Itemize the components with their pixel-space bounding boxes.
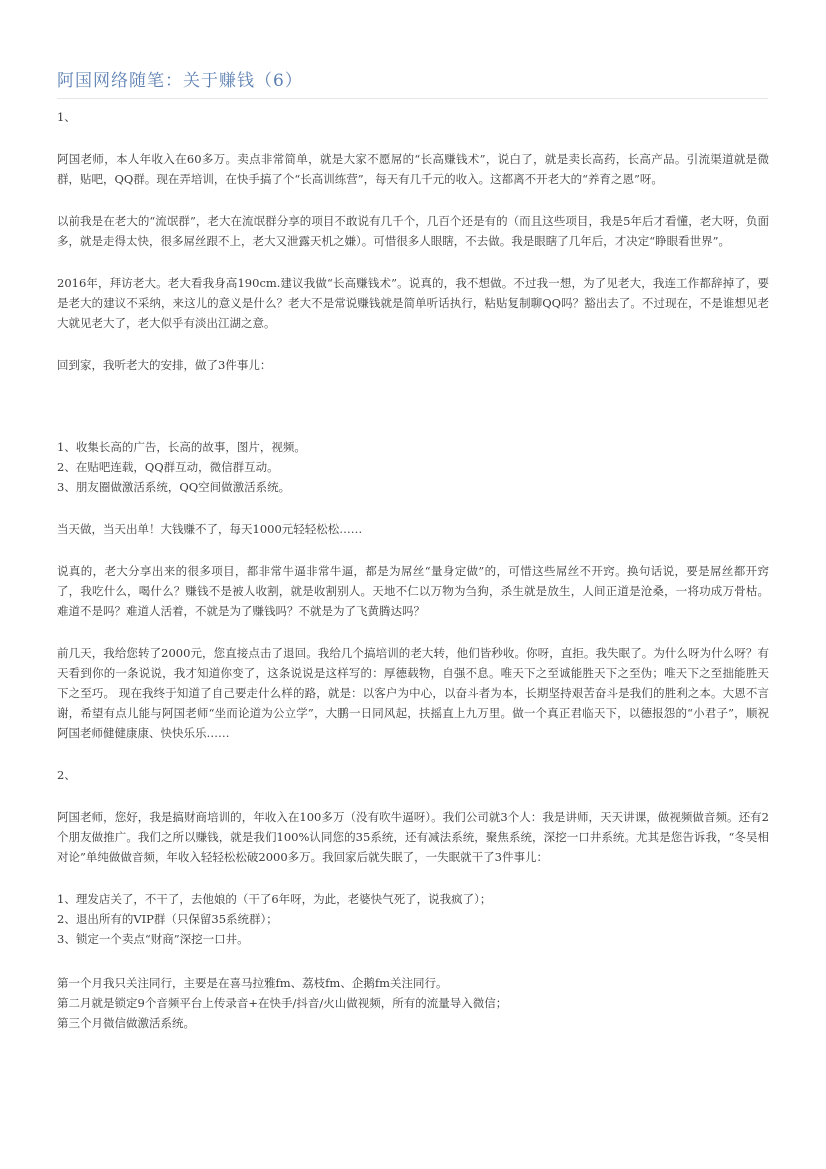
list-item: 3、朋友圈做激活系统，QQ空间做激活系统。 [57,480,291,494]
list-item: 2、退出所有的VIP群（只保留35系统群）； [57,912,278,926]
paragraph: 2016年，拜访老大。老大看我身高190cm.建议我做“长高赚钱术”。说真的，我不想做。不过我一想，为了见老大，我连工作都辞掉了，要是老大的建议不采纳，来这儿的意义是什么？老大不是常说赚钱就是简单听话执行，粘贴复制聊QQ吗？豁出去了。不过现在，不是谁想见老大就见老大了，老大似乎有淡出江湖之意。 [57,276,769,330]
list-item: 第三个月微信做激活系统。 [57,1016,195,1030]
paragraph: 阿国老师，您好，我是搞财商培训的，年收入在100多万（没有吹牛逼呀）。我们公司就3个人：我是讲师，天天讲课，做视频做音频。还有2个朋友做推广。我们之所以赚钱，就是我们100%认同您的35系统，还有减法系统，聚焦系统，深挖一口井系统。尤其是您告诉我，“冬吴相对论”单纯做做音频，年收入轻轻松松破2000多万。我回家后就失眠了，一失眠就干了3件事儿： [57,810,769,864]
paragraph: 当天做，当天出单！大钱赚不了，每天1000元轻轻松松…… [57,522,363,536]
paragraph: 说真的，老大分享出来的很多项目，都非常牛逼非常牛逼，都是为屌丝“量身定做”的，可惜这些屌丝不开窍。换句话说，要是屌丝都开窍了，我吃什么，喝什么？赚钱不是被人收割，就是收割别人。天地不仁以万物为刍狗，杀生就是放生，人间正道是沧桑，一将功成万骨枯。难道不是吗？难道人活着，不就是为了赚钱吗？不就是为了飞黄腾达吗？ [57,564,769,618]
section-number: 2、 [57,768,76,782]
list-item: 1、理发店关了，不干了，去他娘的（干了6年呀，为此，老婆快气死了，说我疯了）； [57,892,492,906]
list-item: 第一个月我只关注同行，主要是在喜马拉雅fm、荔枝fm、企鹅fm关注同行。 [57,976,448,990]
paragraph: 阿国老师，本人年收入在60多万。卖点非常简单，就是大家不愿屌的“长高赚钱术”，说白了，就是卖长高药，长高产品。引流渠道就是微群，贴吧，QQ群。现在弄培训，在快手搞了个“长高训练营”，每天有几千元的收入。这都离不开老大的“养育之恩”呀。 [57,152,769,186]
list-item: 2、在贴吧连载，QQ群互动，微信群互动。 [57,460,279,474]
list-item: 3、锁定一个卖点“财商”深挖一口井。 [57,932,249,946]
paragraph: 回到家，我听老大的安排，做了3件事儿： [57,358,272,372]
paragraph: 以前我是在老大的“流氓群”，老大在流氓群分享的项目不敢说有几千个，几百个还是有的（而且这些项目，我是5年后才看懂，老大呀，负面多，就是走得太快，很多屌丝跟不上，老大又泄露天机之嫌）。可惜很多人眼瞎，不去做。我是眼瞎了几年后，才决定“睁眼看世界”。 [57,214,769,248]
document-title: 阿国网络随笔：关于赚钱（6） [57,71,303,91]
title-divider [57,98,768,99]
section-number: 1、 [57,110,76,124]
list-item: 第二月就是锁定9个音频平台上传录音+在快手/抖音/火山做视频，所有的流量导入微信； [57,996,508,1010]
document-body [57,107,769,1033]
paragraph: 前几天，我给您转了2000元，您直接点击了退回。我给几个搞培训的老大转，他们皆秒收。你呀，直拒。我失眠了。为什么呀为什么呀？有天看到你的一条说说，我才知道你变了，这条说说是这样写的：厚德载物，自强不息。唯天下之至诚能胜天下之至伪；唯天下之至拙能胜天下之至巧。 现在我终于知道了自己要走什么样的路，就是：以客户为中心，以奋斗者为本，长期坚持艰苦奋斗是我们的胜利之本。大恩不言谢，希望有点儿能与阿国老师“坐而论道为公立学”，大鹏一日同风起，扶摇直上九万里。做一个真正君临天下，以德报怨的“小君子”，顺祝阿国老师健健康康、快快乐乐…… [57,646,769,740]
list-item: 1、收集长高的广告，长高的故事，图片，视频。 [57,440,306,454]
